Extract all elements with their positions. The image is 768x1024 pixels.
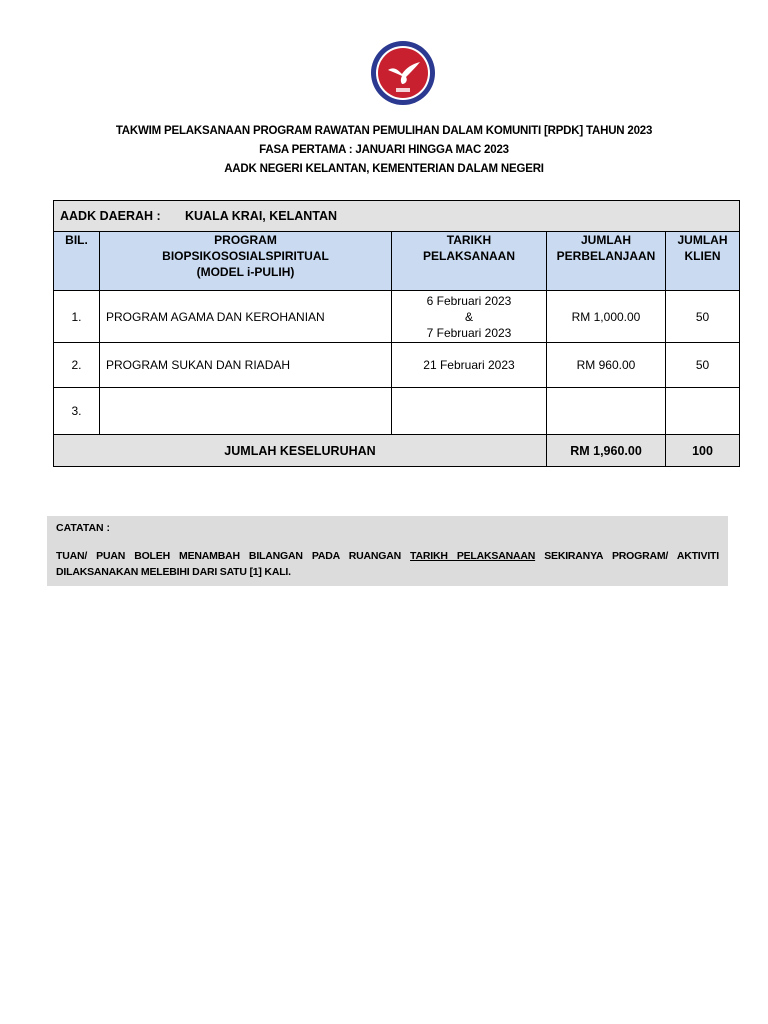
col-header-bil: BIL. xyxy=(54,232,100,291)
col-header-program-line: (MODEL i-PULIH) xyxy=(196,265,295,279)
col-header-perbelanjaan xyxy=(547,232,666,291)
daerah-cell xyxy=(54,201,740,232)
col-header-klien-line: KLIEN xyxy=(684,249,721,263)
cell-bil: 1. xyxy=(54,291,100,343)
cell-perbelanjaan xyxy=(547,388,666,435)
schedule-table xyxy=(53,200,740,467)
cell-program: PROGRAM AGAMA DAN KEROHANIAN xyxy=(100,291,392,343)
col-header-tarikh-line: TARIKH xyxy=(446,233,492,247)
aadk-logo-icon xyxy=(370,40,436,106)
daerah-label: AADK DAERAH : xyxy=(60,209,161,223)
total-row xyxy=(54,435,740,467)
cell-bil: 2. xyxy=(54,343,100,388)
cell-tarikh xyxy=(392,388,547,435)
col-header-program-line: BIOPSIKOSOSIALSPIRITUAL xyxy=(162,249,329,263)
cell-klien: 50 xyxy=(666,291,740,343)
col-header-klien-line: JUMLAH xyxy=(677,233,728,247)
note-underlined-text: TARIKH PELAKSANAAN xyxy=(410,550,536,562)
note-text: SEKIRANYA PROGRAM/ AKTIVITI DILAKSANAKAN MELEBIHI DARI SATU [1] KALI. xyxy=(56,550,719,578)
cell-tarikh xyxy=(392,291,547,343)
note-text: TUAN/ PUAN BOLEH MENAMBAH BILANGAN PADA RUANGAN xyxy=(56,550,411,562)
cell-program xyxy=(100,388,392,435)
total-perbelanjaan: RM 1,960.00 xyxy=(547,435,666,467)
document-subtitle-phase: FASA PERTAMA : JANUARI HINGGA MAC 2023 xyxy=(259,144,509,156)
cell-tarikh-line: 6 Februari 2023 xyxy=(426,293,512,308)
cell-tarikh: 21 Februari 2023 xyxy=(392,343,547,388)
table-header-row xyxy=(54,232,740,291)
col-header-program-line: PROGRAM xyxy=(214,233,277,247)
table-row xyxy=(54,343,740,388)
document-title: TAKWIM PELAKSANAAN PROGRAM RAWATAN PEMULIHAN DALAM KOMUNITI [RPDK] TAHUN 2023 xyxy=(115,125,653,137)
daerah-row xyxy=(54,201,740,232)
total-label: JUMLAH KESELURUHAN xyxy=(54,435,547,467)
total-klien: 100 xyxy=(666,435,740,467)
cell-perbelanjaan: RM 1,000.00 xyxy=(547,291,666,343)
col-header-tarikh-line: PELAKSANAAN xyxy=(422,249,515,263)
table-row xyxy=(54,388,740,435)
col-header-perbelanjaan-line: PERBELANJAAN xyxy=(556,249,656,263)
note-box xyxy=(47,516,728,586)
col-header-tarikh xyxy=(392,232,547,291)
col-header-program xyxy=(100,232,392,291)
document-subtitle-agency: AADK NEGERI KELANTAN, KEMENTERIAN DALAM NEGERI xyxy=(224,163,544,175)
cell-tarikh-line: 7 Februari 2023 xyxy=(426,325,512,340)
cell-program: PROGRAM SUKAN DAN RIADAH xyxy=(100,343,392,388)
col-header-klien xyxy=(666,232,740,291)
cell-perbelanjaan: RM 960.00 xyxy=(547,343,666,388)
note-title: CATATAN : xyxy=(56,522,111,534)
daerah-value: KUALA KRAI, KELANTAN xyxy=(185,209,338,223)
cell-tarikh-line: & xyxy=(464,309,473,324)
cell-klien: 50 xyxy=(666,343,740,388)
table-row xyxy=(54,291,740,343)
note-body xyxy=(56,548,719,580)
cell-klien xyxy=(666,388,740,435)
col-header-perbelanjaan-line: JUMLAH xyxy=(581,233,631,247)
cell-bil: 3. xyxy=(54,388,100,435)
